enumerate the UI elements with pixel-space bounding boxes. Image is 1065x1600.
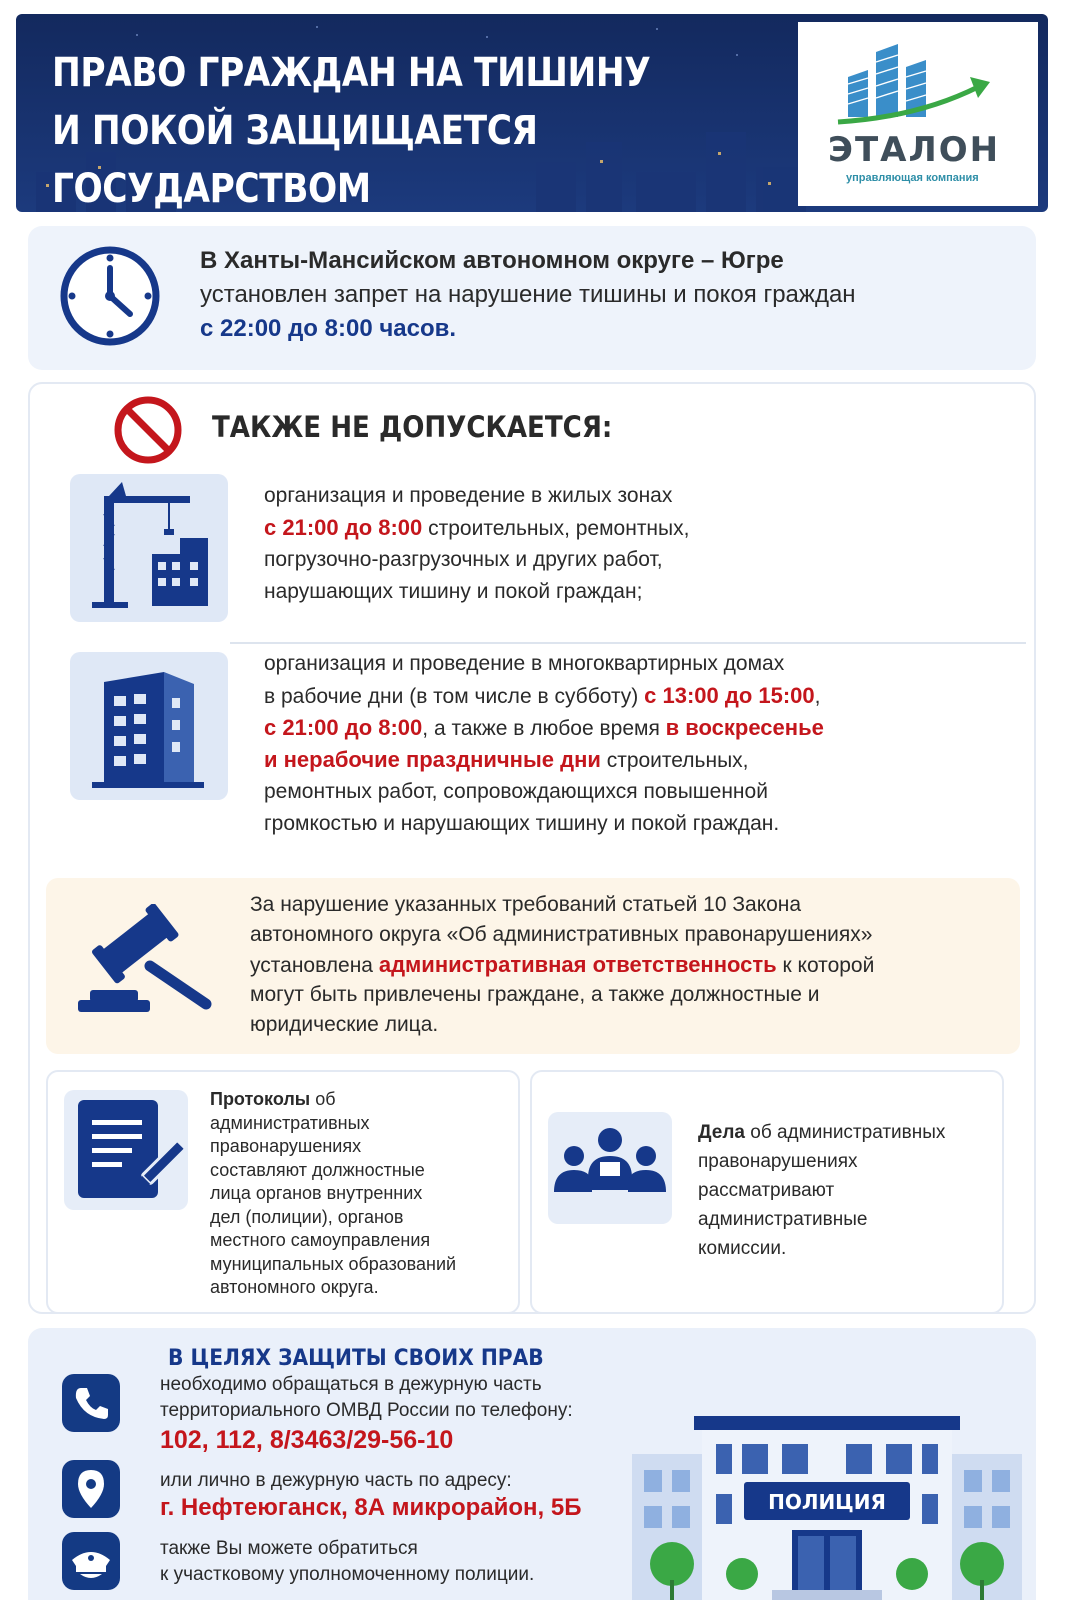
protocols-line-4: составляют должностные bbox=[210, 1159, 425, 1180]
location-pin-icon bbox=[62, 1460, 120, 1518]
protocols-line-8: муниципальных образований bbox=[210, 1253, 457, 1274]
contact-line-3: или лично в дежурную часть по адресу: bbox=[160, 1470, 512, 1491]
protocols-card bbox=[46, 1070, 520, 1314]
apartment-icon-tile bbox=[70, 652, 228, 800]
protocols-line-6: дел (полиции), органов bbox=[210, 1206, 404, 1227]
phone-icon bbox=[62, 1374, 120, 1432]
apartment-rule-line-6: громкостью и нарушающих тишину и покой граждан. bbox=[264, 812, 780, 835]
contact-line-5: к участковому уполномоченному полиции. bbox=[160, 1564, 535, 1585]
apartment-sunday: в воскресенье bbox=[665, 715, 824, 740]
apartment-rule-line-5: ремонтных работ, сопровождающихся повышенной bbox=[264, 780, 768, 803]
liability-line-4: могут быть привлечены граждане, а также должностные и bbox=[250, 983, 820, 1006]
cases-heading: Дела bbox=[698, 1122, 745, 1143]
construction-rule-line-4: нарушающих тишину и покой граждан; bbox=[264, 580, 643, 603]
cases-line-2: правонарушениях bbox=[698, 1151, 858, 1172]
protocols-line-3: правонарушениях bbox=[210, 1136, 362, 1156]
construction-rule-line-1: организация и проведение в жилых зонах bbox=[264, 484, 673, 507]
construction-rule-line-2-rest: строительных, ремонтных, bbox=[422, 517, 690, 540]
title-line-1: ПРАВО ГРАЖДАН НА ТИШИНУ bbox=[52, 50, 651, 96]
logo-buildings-icon bbox=[798, 22, 1038, 132]
apartment-rule-line-1: организация и проведение в многоквартирных домах bbox=[264, 652, 785, 675]
construction-rule-line-2 bbox=[264, 512, 689, 545]
rule-ban-text: установлен запрет на нарушение тишины и покоя граждан bbox=[200, 281, 856, 308]
rule-hours-text: с 22:00 до 8:00 часов. bbox=[200, 315, 457, 342]
document-pen-icon bbox=[64, 1090, 188, 1210]
apartment-day-hours: с 13:00 до 15:00 bbox=[644, 683, 815, 708]
administrative-liability: административная ответственность bbox=[378, 952, 777, 977]
protocols-line-5: лица органов внутренних bbox=[210, 1183, 423, 1203]
construction-icon-tile bbox=[70, 474, 228, 622]
contact-line-2: территориального ОМВД России по телефону: bbox=[160, 1400, 573, 1421]
liability-line-1: За нарушение указанных требований статьей 10 Закона bbox=[250, 893, 802, 916]
apartment-rule-line-4-rest: строительных, bbox=[600, 749, 749, 772]
apartment-rule-line-2 bbox=[264, 680, 821, 713]
apartment-rule-anytime: , а также в любое время bbox=[422, 717, 666, 740]
prohibitions-card bbox=[28, 382, 1036, 1314]
apartment-night-hours: с 21:00 до 8:00 bbox=[264, 715, 423, 740]
phone-icon-tile bbox=[62, 1374, 120, 1432]
apartment-rule-comma: , bbox=[814, 685, 821, 708]
commission-icon-tile bbox=[548, 1112, 672, 1224]
contact-phones: 102, 112, 8/3463/29-56-10 bbox=[160, 1426, 454, 1454]
officer-icon-tile bbox=[62, 1532, 120, 1590]
cases-line-1-rest: об административных bbox=[744, 1122, 946, 1143]
apartment-building-icon bbox=[70, 652, 228, 800]
protocols-line-7: местного самоуправления bbox=[210, 1230, 431, 1250]
document-icon-tile bbox=[64, 1090, 188, 1210]
logo-subtitle: управляющая компания bbox=[846, 172, 979, 184]
contact-card bbox=[28, 1328, 1036, 1600]
construction-hours: с 21:00 до 8:00 bbox=[264, 515, 423, 540]
cases-line-5: комиссии. bbox=[698, 1238, 787, 1259]
liability-line-2: автономного округа «Об административных правонарушениях» bbox=[250, 923, 873, 946]
protocols-line-9: автономного округа. bbox=[210, 1277, 379, 1297]
contact-line-4: также Вы можете обратиться bbox=[160, 1538, 418, 1559]
protocols-line-1-rest: об bbox=[310, 1089, 336, 1109]
logo-name: ЭТАЛОН bbox=[828, 130, 1001, 170]
contact-line-1: необходимо обращаться в дежурную часть bbox=[160, 1374, 542, 1395]
protocols-heading: Протоколы bbox=[210, 1089, 311, 1109]
protocols-line-2: административных bbox=[210, 1112, 370, 1133]
title-line-2: И ПОКОЙ ЗАЩИЩАЕТСЯ ГОСУДАРСТВОМ bbox=[52, 108, 538, 212]
company-logo bbox=[798, 22, 1038, 206]
liability-line-3 bbox=[250, 950, 874, 981]
apartment-rule-line-4 bbox=[264, 744, 749, 777]
construction-rule-line-3: погрузочно-разгрузочных и других работ, bbox=[264, 548, 663, 571]
section-divider bbox=[230, 642, 1026, 644]
night-silence-rule-card bbox=[28, 226, 1036, 370]
police-building-illustration bbox=[632, 1394, 1022, 1600]
gavel-icon bbox=[72, 904, 222, 1024]
cases-line-4: административные bbox=[698, 1209, 868, 1230]
contact-title: В ЦЕЛЯХ ЗАЩИТЫ СВОИХ ПРАВ bbox=[168, 1346, 544, 1371]
apartment-rule-weekdays: в рабочие дни (в том числе в субботу) bbox=[264, 685, 645, 708]
police-sign: ПОЛИЦИЯ bbox=[768, 1490, 886, 1514]
liability-line-3-end: к которой bbox=[776, 954, 875, 977]
location-icon-tile bbox=[62, 1460, 120, 1518]
prohibitions-title: ТАКЖЕ НЕ ДОПУСКАЕТСЯ: bbox=[212, 410, 613, 444]
apartment-rule-line-3 bbox=[264, 712, 824, 745]
cases-line-1 bbox=[698, 1118, 945, 1147]
contact-address: г. Нефтеюганск, 8А микрорайон, 5Б bbox=[160, 1494, 582, 1521]
clock-icon bbox=[58, 244, 162, 348]
liability-line-5: юридические лица. bbox=[250, 1013, 439, 1036]
cases-card bbox=[530, 1070, 1004, 1314]
prohibition-icon bbox=[112, 394, 184, 466]
page-title bbox=[52, 44, 792, 212]
rule-region-text: В Ханты-Мансийском автономном округе – Югре bbox=[200, 247, 784, 274]
apartment-holidays: и нерабочие праздничные дни bbox=[264, 747, 601, 772]
protocols-line-1 bbox=[210, 1088, 336, 1112]
liability-line-3-start: установлена bbox=[250, 954, 379, 977]
commission-meeting-icon bbox=[548, 1112, 672, 1224]
police-cap-icon bbox=[62, 1532, 120, 1590]
construction-crane-icon bbox=[70, 474, 228, 622]
liability-notice bbox=[46, 878, 1020, 1054]
cases-line-3: рассматривают bbox=[698, 1180, 835, 1201]
